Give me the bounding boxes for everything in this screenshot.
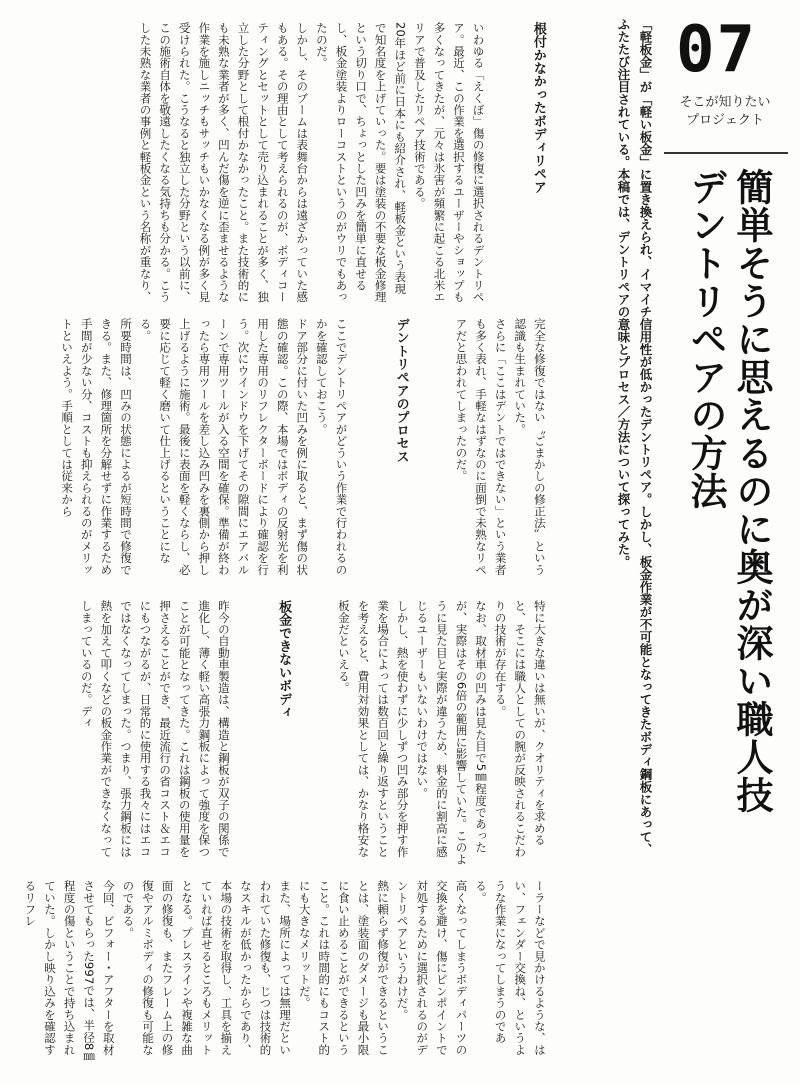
kicker-text: そこが知りたい プロジェクト bbox=[679, 95, 771, 128]
title-line-1: 簡単そうに思えるのに奥が深い職人技 bbox=[730, 168, 773, 814]
section-3-body: 昨今の自動車製造は、構造と鋼板が双子の関係で進化し、薄く軽い高張力鋼板によって強度を保つことが可能となってきた。これは鋼板の使用量を押さえることができ、最近流行の省コスト＆エコにもつながるが、日常的に使用する我々にはエコではなくなってしまった。つまり、張力鋼板には熱を加えて叩くなどの板金作業ができなくなってしまっているのだ。ディ bbox=[79, 600, 231, 858]
article-number: 07 bbox=[676, 13, 758, 87]
section-2-body: ここでデントリペアがどういう作業で行われるのかを確認しておこう。 ドア部分に付いた凹みを例に取ると、まず傷の状態の確認。この際、本場ではボディの反射光を利用した専用のリフレクターボードにより確認を行う。次にウインドウを下げてその隙間にエアバルーンで専用ツールが入る空間を確保。準備が終わったら専用ツールを差し込み凹みを裏側から押し上げるように施術。最後に表面を軽くならし、必要に応じて軽く磨いて仕上げるということになる。 所要時間は、凹みの状態によるが短時間で修復できる。また、修理箇所を分解せずに作業するため手間が少ない分、コストも抑えられるのがメリットといえよう。手順としては従来から bbox=[60, 318, 349, 576]
section-1-block bbox=[18, 22, 588, 304]
section-1-body: いわゆる「えくぼ」傷の修復に選択されるデントリペア。最近、この作業を選択するユーザーやショップも多くなってきたが、元々は氷害が頻繁に起こる北米エリアで普及したリペア技術である。 20年ほど前に日本にも紹介され、軽板金という表現で知名度を上げていった。要は塗装の不要な板金修理という切り口で、ちょっとした凹みを簡単に直せるし、板金塗装よりローコストというのがウリでもあったのだ。 しかし、そのブームは表舞台からは遠ざかっていた感もある。その理由として考えられるのが、ボディコーティングとセットとして売り込まれることが多く、独立した分野として根付かなかったこと。また技術的にも未熟な業者が多く、凹んだ傷を逆に歪ませるような作業を施しニッチもサッチもいかなくなる例が多く見受けられた。こうなると独立した分野という以前に、この施術自体を敬遠したくなる気持ちも分かる。こうした未熟な業者の事例と軽板金という名称が重なり、 bbox=[138, 22, 486, 303]
section-3-block bbox=[18, 600, 588, 868]
section-1-heading: 根付かなかったボディリペア bbox=[530, 22, 546, 194]
section-4-block bbox=[18, 880, 588, 1066]
header-divider bbox=[664, 152, 788, 154]
section-3-heading: 板金できないボディ bbox=[276, 600, 292, 719]
series-kicker bbox=[660, 94, 790, 130]
article-title bbox=[664, 168, 774, 858]
lead-paragraph: 「軽板金」が「軽い板金」に置き換えられ、イマイチ信用性が低かったデントリペア。しかし、板金作業が不可能となってきたボディ鋼板にあって、 ふたたび注目されている。本稿では、デントリペアの意味とプロセス／方法について探ってみた。 bbox=[616, 18, 653, 856]
title-line-2: デントリペアの方法 bbox=[684, 168, 727, 510]
section-4-body: ーラーなどで見かけるような、はい、フェンダー交換ね、というような作業になってしまうのである。 高くなってしまうボディパーツの交換を避け、傷にピンポイントで対処するために選択されるのがデントリペアというわけだ。 熱に頼らず修復ができるということは、塗装面のダメージも最小限に食い止めることができるということ。これは時間的にもコスト的にも大きなメリットだ。 また、場所によっては無理だといわれていた修復も、じつは技術的なスキルが低かったからであり、本場の技術を取得し、工具を揃えていれば直せるところもメリットとなる。プレスラインや複雑な曲面の修復も、またフレーム上の修復やアルミボディの修復も可能なのである。 今回、ビフォー・アフターを取材させてもらった997では、半径8㎜程度の傷ということで持ち込まれていた。しかし映り込みを確認するリフレ bbox=[23, 880, 547, 1063]
section-1-body-continued: 完全な修復ではない〝ごまかしの修正法〟という認識も生まれていた。 さらに「ここはデントではできない」という業者も多く表れ、手軽なはずなのに面倒で未熟なリペアだと思われてしまったのだ。 bbox=[454, 318, 547, 576]
section-2-block bbox=[18, 318, 588, 586]
section-2-heading: デントリペアのプロセス bbox=[393, 318, 409, 464]
section-2-body-continued: 特に大きな違いは無いが、クオリティを求めると、そこには職人としての腕が反映されるこだわりの技術が存在する。 なお、取材車の凹みは見た目で5㎜程度であったが、実際はその6倍の範囲に影響していた。このように見た目と実際が違うため、料金的に割高に感じるユーザーもいないわけではない。 しかし、熱を使わずに少しずつ凹み部分を押す作業を場合によっては数百回と繰り返すということを考えると、費用対効果としては、かなり格安な板金だといえる。 bbox=[336, 600, 547, 865]
